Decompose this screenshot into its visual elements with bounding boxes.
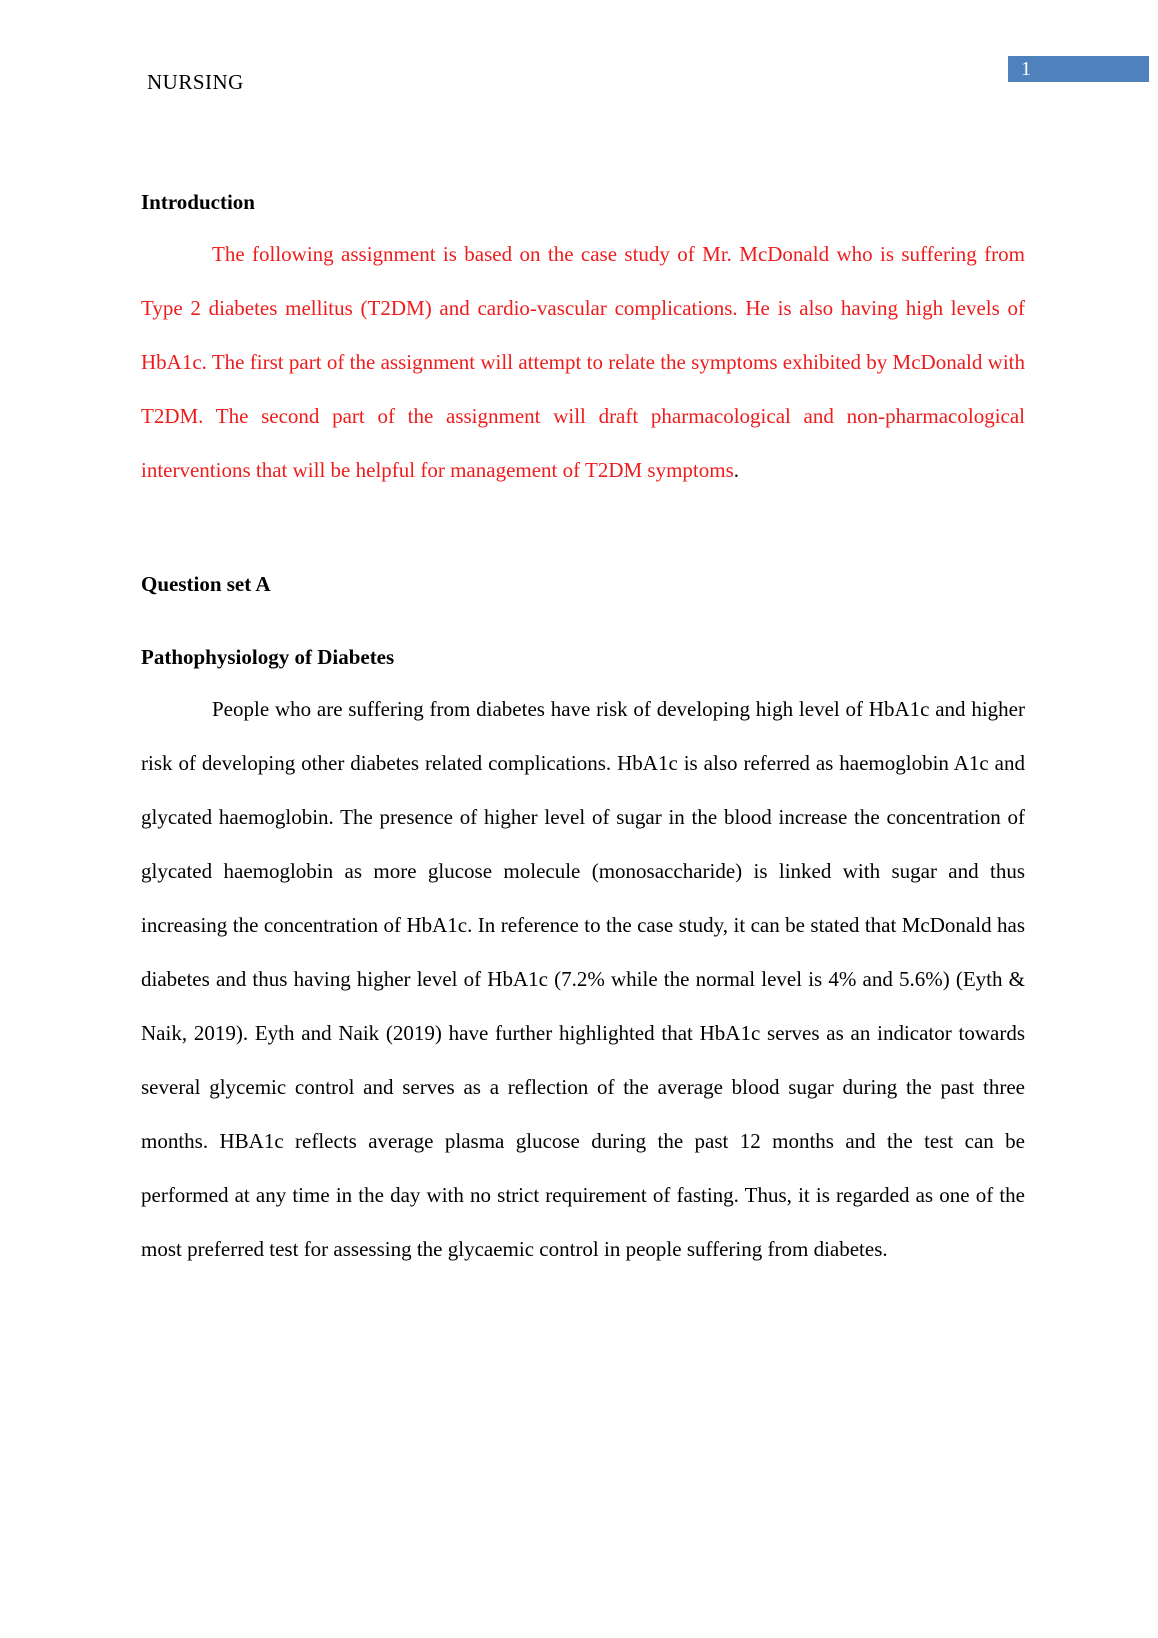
pathophysiology-paragraph: People who are suffering from diabetes have risk of developing high level of HbA1c and higher risk of developing other diabetes related complications. HbA1c is also referred as haemoglobin A1c and glycated haemoglobin. The presence of higher level of sugar in the blood increase the concentration of glycated haemoglobin as more glucose molecule (monosaccharide) is linked with sugar and thus increasing the concentration of HbA1c. In reference to the case study, it can be stated that McDonald has diabetes and thus having higher level of HbA1c (7.2% while the normal level is 4% and 5.6%) (Eyth & Naik, 2019). Eyth and Naik (2019) have further highlighted that HbA1c serves as an indicator towards several glycemic control and serves as a reflection of the average blood sugar during the past three months. HBA1c reflects average plasma glucose during the past 12 months and the test can be performed at any time in the day with no strict requirement of fasting. Thus, it is regarded as one of the most preferred test for assessing the glycaemic control in people suffering from diabetes.	[141, 697, 1025, 1261]
introduction-heading: Introduction	[141, 190, 255, 214]
introduction-text: The following assignment is based on the case study of Mr. McDonald who is suffering from Type 2 diabetes mellitus (T2DM) and cardio-vascular complications. He is also having high levels of HbA1c. The first part of the assignment will attempt to relate the symptoms exhibited by McDonald with T2DM. The second part of the assignment will draft pharmacological and non-pharmacological interventions that will be helpful for management of T2DM symptoms	[141, 242, 1025, 482]
document-body	[141, 186, 1025, 1276]
running-header-title: NURSING	[147, 70, 244, 94]
page-number-badge: 1	[1008, 56, 1149, 82]
introduction-paragraph	[141, 227, 1025, 497]
pathophysiology-heading: Pathophysiology of Diabetes	[141, 645, 395, 669]
question-set-heading: Question set A	[141, 572, 271, 596]
introduction-trailing-period: .	[733, 458, 740, 482]
